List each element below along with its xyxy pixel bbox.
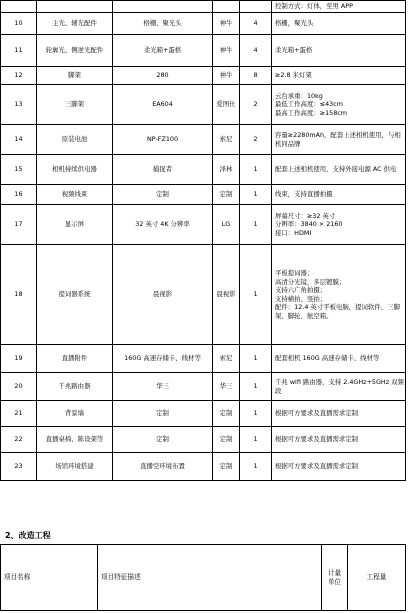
table-row bbox=[1, 373, 406, 401]
cell-name: 千兆路由器 bbox=[37, 373, 113, 401]
table-row bbox=[1, 67, 406, 85]
cell-brand: 索尼 bbox=[213, 125, 240, 155]
cell-no: 17 bbox=[1, 205, 37, 245]
cell-spec: 配套上述相机使用，支持外接电源 AC 供电 bbox=[272, 155, 406, 185]
cell-model: 直播空环境布置 bbox=[113, 453, 213, 481]
cell-spec: 千兆 wifi 路由器，支持 2.4GHz+5GHz 双频段 bbox=[272, 373, 406, 401]
cell-no: 14 bbox=[1, 125, 37, 155]
table-row bbox=[1, 245, 406, 345]
header-project-name: 项目名称 bbox=[1, 545, 98, 611]
table-row bbox=[1, 185, 406, 205]
cell-no: 15 bbox=[1, 155, 37, 185]
cell-brand: 神牛 bbox=[213, 67, 240, 85]
cell-model: 柔光箱+蛋格 bbox=[113, 35, 213, 67]
cell-spec: 控制方式：灯体，至男 APP bbox=[272, 1, 406, 13]
cell-qty: 2 bbox=[240, 85, 272, 125]
cell-qty: 1 bbox=[240, 185, 272, 205]
cell-spec: 云台承重：10kg 最低工作高度：≤43cm 最高工作高度：≥158cm bbox=[272, 85, 406, 125]
cell-qty: 1 bbox=[240, 427, 272, 453]
cell-qty: 1 bbox=[240, 245, 272, 345]
cell-spec: 根据可方要求及直播需求定制 bbox=[272, 401, 406, 427]
header-project-desc: 项目特征描述 bbox=[98, 545, 322, 611]
cell-no bbox=[1, 1, 37, 13]
cell-name: 直播桌椅、陈设架等 bbox=[37, 427, 113, 453]
cell-model: 定制 bbox=[113, 427, 213, 453]
cell-name: 背景墙 bbox=[37, 401, 113, 427]
cell-brand bbox=[213, 1, 240, 13]
cell-model bbox=[113, 1, 213, 13]
cell-brand: 神牛 bbox=[213, 35, 240, 67]
cell-name: 相机持续供电器 bbox=[37, 155, 113, 185]
cell-name: 直播附件 bbox=[37, 345, 113, 373]
cell-name: 脚架 bbox=[37, 67, 113, 85]
project-table-header-row bbox=[1, 545, 406, 611]
cell-brand: 神牛 bbox=[213, 13, 240, 35]
cell-no: 20 bbox=[1, 373, 37, 401]
cell-no: 11 bbox=[1, 35, 37, 67]
cell-brand: 定制 bbox=[213, 453, 240, 481]
cell-spec: 配套相机 160G 高速存储卡、线材等 bbox=[272, 345, 406, 373]
cell-model: EA604 bbox=[113, 85, 213, 125]
table-row bbox=[1, 1, 406, 13]
cell-model: 32 英寸 4K 分辨率 bbox=[113, 205, 213, 245]
cell-name: 场馆环境搭建 bbox=[37, 453, 113, 481]
cell-no: 21 bbox=[1, 401, 37, 427]
cell-qty: 1 bbox=[240, 401, 272, 427]
cell-qty: 1 bbox=[240, 373, 272, 401]
table-row bbox=[1, 205, 406, 245]
cell-qty: 1 bbox=[240, 155, 272, 185]
cell-name bbox=[37, 1, 113, 13]
table-row bbox=[1, 401, 406, 427]
cell-spec: ≥2.8 米灯架 bbox=[272, 67, 406, 85]
cell-brand: 索尼 bbox=[213, 345, 240, 373]
cell-no: 10 bbox=[1, 13, 37, 35]
cell-model: 定制 bbox=[113, 401, 213, 427]
cell-name: 轮廓光、侧逆光配件 bbox=[37, 35, 113, 67]
cell-brand: LG bbox=[213, 205, 240, 245]
cell-spec: 根据可方要求及直播需求定制 bbox=[272, 427, 406, 453]
cell-no: 13 bbox=[1, 85, 37, 125]
cell-brand: 定制 bbox=[213, 401, 240, 427]
cell-no: 12 bbox=[1, 67, 37, 85]
cell-qty: 1 bbox=[240, 453, 272, 481]
section-title: 2、改造工程 bbox=[5, 531, 51, 540]
cell-model: 定制 bbox=[113, 185, 213, 205]
cell-no: 19 bbox=[1, 345, 37, 373]
cell-model: 华三 bbox=[113, 373, 213, 401]
cell-name: 视频线束 bbox=[37, 185, 113, 205]
cell-model: 捕捉者 bbox=[113, 155, 213, 185]
cell-spec: 线束，支持直播拍摄 bbox=[272, 185, 406, 205]
cell-brand: 晨视影 bbox=[213, 245, 240, 345]
cell-name: 显示屏 bbox=[37, 205, 113, 245]
cell-brand: 泽林 bbox=[213, 155, 240, 185]
cell-spec: 柔光箱+蛋格 bbox=[272, 35, 406, 67]
table-row bbox=[1, 35, 406, 67]
cell-brand: 爱图仕 bbox=[213, 85, 240, 125]
cell-no: 22 bbox=[1, 427, 37, 453]
table-row bbox=[1, 427, 406, 453]
cell-qty: 1 bbox=[240, 205, 272, 245]
cell-spec: 容量≥2280mAh，配套上述相机使用，与相机同品牌 bbox=[272, 125, 406, 155]
cell-brand: 定制 bbox=[213, 185, 240, 205]
cell-name: 三脚架 bbox=[37, 85, 113, 125]
cell-model: 格栅，聚光头 bbox=[113, 13, 213, 35]
table-row bbox=[1, 155, 406, 185]
project-table bbox=[0, 544, 406, 611]
cell-name: 提词器系统 bbox=[37, 245, 113, 345]
cell-model: 280 bbox=[113, 67, 213, 85]
cell-brand: 定制 bbox=[213, 427, 240, 453]
cell-qty: 1 bbox=[240, 345, 272, 373]
table-row bbox=[1, 13, 406, 35]
table-row bbox=[1, 85, 406, 125]
cell-qty: 2 bbox=[240, 125, 272, 155]
cell-no: 23 bbox=[1, 453, 37, 481]
cell-brand: 华三 bbox=[213, 373, 240, 401]
cell-model: 晨视影 bbox=[113, 245, 213, 345]
table-row bbox=[1, 453, 406, 481]
table-row bbox=[1, 345, 406, 373]
cell-spec: 根据可方要求及直播需求定制 bbox=[272, 453, 406, 481]
cell-model: NP-FZ100 bbox=[113, 125, 213, 155]
header-quantity: 工程量 bbox=[348, 545, 406, 611]
cell-no: 18 bbox=[1, 245, 37, 345]
cell-qty: 4 bbox=[240, 13, 272, 35]
cell-spec: 平板提词器； 高清分光镜，多层镀膜； 支持六广角拍摄； 支持横拍、竖拍； 配件：12.4 英寸平板电脑，提词软件、三脚架、脚轮、航空箱。 bbox=[272, 245, 406, 345]
cell-spec: 屏幕尺寸：≥32 英寸 分辨率：3840 × 2160 接口：HDMI bbox=[272, 205, 406, 245]
cell-model: 160G 高速存储卡、线材等 bbox=[113, 345, 213, 373]
header-unit: 计量单位 bbox=[322, 545, 348, 611]
cell-qty bbox=[240, 1, 272, 13]
cell-name: 主光、辅光配件 bbox=[37, 13, 113, 35]
cell-spec: 格栅，聚光头 bbox=[272, 13, 406, 35]
cell-no: 16 bbox=[1, 185, 37, 205]
cell-name: 原装电池 bbox=[37, 125, 113, 155]
table-row bbox=[1, 125, 406, 155]
cell-qty: 4 bbox=[240, 35, 272, 67]
cell-qty: 8 bbox=[240, 67, 272, 85]
